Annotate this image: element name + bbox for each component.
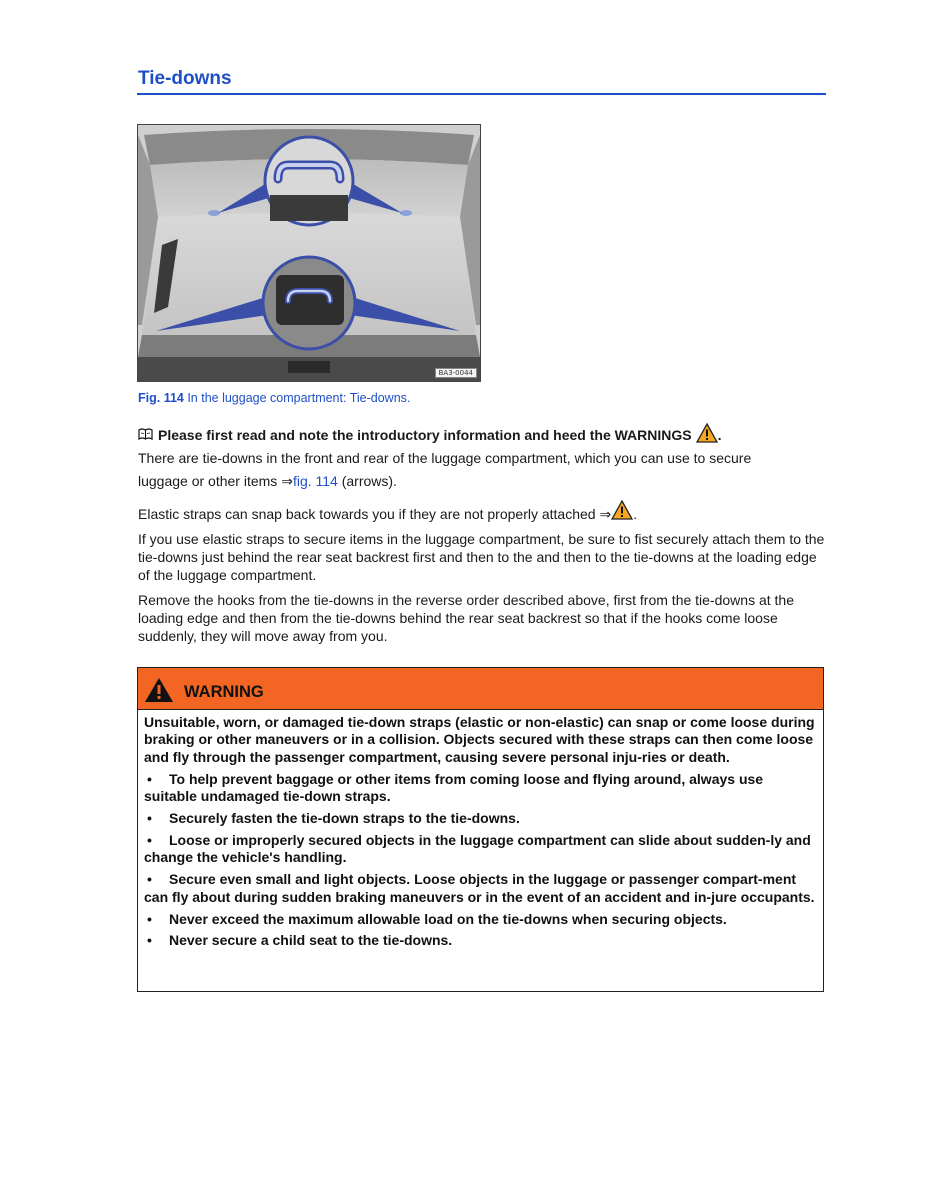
paragraph-text: Elastic straps can snap back towards you if they are not properly attached ⇒ bbox=[138, 506, 612, 522]
warning-bullet-text: To help prevent baggage or other items from coming loose and flying around, always use suitable undamaged tie-down straps. bbox=[144, 770, 764, 805]
luggage-compartment-figure bbox=[137, 124, 481, 382]
paragraph-text: luggage or other items bbox=[138, 473, 282, 489]
warning-bullet bbox=[144, 871, 817, 906]
warning-header bbox=[138, 668, 823, 710]
warning-bullet-text: Secure even small and light objects. Loose objects in the luggage or passenger compart-ment can fly about during sudden braking maneuvers or in the event of an accident and in-jure occupants. bbox=[144, 871, 815, 905]
paragraph-text: . bbox=[633, 506, 638, 522]
bullet-marker: • bbox=[147, 831, 152, 848]
paragraph-attach-order: If you use elastic straps to secure items in the luggage compartment, be sure to fist securely attach them to the tie-downs just behind the rear seat backrest first and then to the and then to the tie-downs at the loading edge of the luggage compartment. bbox=[138, 531, 825, 583]
warning-bullet-text: Loose or improperly secured objects in the luggage compartment can slide about sudden-ly and change the vehicle's handling. bbox=[144, 831, 811, 866]
warning-triangle-icon bbox=[144, 677, 174, 708]
caption-label: Fig. 114 bbox=[138, 391, 184, 405]
figure-link[interactable]: fig. 114 bbox=[292, 473, 338, 489]
warning-body bbox=[138, 710, 823, 950]
warning-triangle-icon[interactable] bbox=[696, 423, 718, 446]
warning-title: WARNING bbox=[184, 683, 264, 701]
page-title: Tie-downs bbox=[138, 68, 232, 89]
title-divider bbox=[137, 93, 826, 95]
warning-lead: Unsuitable, worn, or damaged tie-down straps (elastic or non-elastic) can snap or come loose during braking or other maneuvers or in a collision. Objects secured with these straps can then come loose and fly through the passenger compartment, causing severe personal inju-ries or death. bbox=[144, 714, 815, 765]
paragraph-remove-order: Remove the hooks from the tie-downs in the reverse order described above, first from the tie-downs at the loading edge and then from the tie-downs behind the rear seat backrest so that if the hooks come loose suddenly, they will move away from you. bbox=[138, 592, 794, 644]
bullet-marker: • bbox=[147, 910, 152, 927]
paragraph-text: There are tie-downs in the front and rear of the luggage compartment, which you can use to secure bbox=[138, 450, 752, 466]
warning-box bbox=[137, 667, 824, 992]
paragraph-text: (arrows). bbox=[337, 473, 397, 489]
warning-bullet bbox=[144, 771, 817, 806]
warning-bullet-text: Never secure a child seat to the tie-downs. bbox=[169, 932, 453, 949]
figure-code: BA3-0044 bbox=[435, 368, 477, 378]
figure-caption bbox=[138, 391, 410, 405]
bullet-marker: • bbox=[147, 810, 152, 827]
warning-bullet bbox=[144, 810, 817, 827]
warning-bullet-text: Securely fasten the tie-down straps to the tie-downs. bbox=[169, 810, 520, 827]
intro-text: Please first read and note the introductory information and heed the WARNINGS bbox=[158, 426, 692, 443]
bullet-marker: • bbox=[147, 932, 152, 949]
bullet-marker: • bbox=[147, 770, 152, 787]
book-icon bbox=[138, 427, 153, 443]
warning-bullet bbox=[144, 911, 817, 928]
warning-bullet bbox=[144, 832, 817, 867]
cross-ref-arrow: ⇒ bbox=[281, 473, 293, 489]
warning-bullet bbox=[144, 932, 817, 949]
luggage-compartment-illustration bbox=[138, 125, 480, 381]
caption-text: In the luggage compartment: Tie-downs. bbox=[183, 391, 411, 405]
warning-bullet-text: Never exceed the maximum allowable load on the tie-downs when securing objects. bbox=[169, 910, 727, 927]
warning-triangle-icon[interactable] bbox=[611, 500, 633, 524]
bullet-marker: • bbox=[147, 871, 152, 888]
intro-line bbox=[138, 423, 722, 446]
paragraph-tie-downs-location-cont bbox=[138, 472, 828, 490]
paragraph-tie-downs-location bbox=[138, 449, 828, 467]
paragraph-elastic-straps bbox=[138, 505, 828, 524]
intro-end: . bbox=[717, 426, 722, 443]
